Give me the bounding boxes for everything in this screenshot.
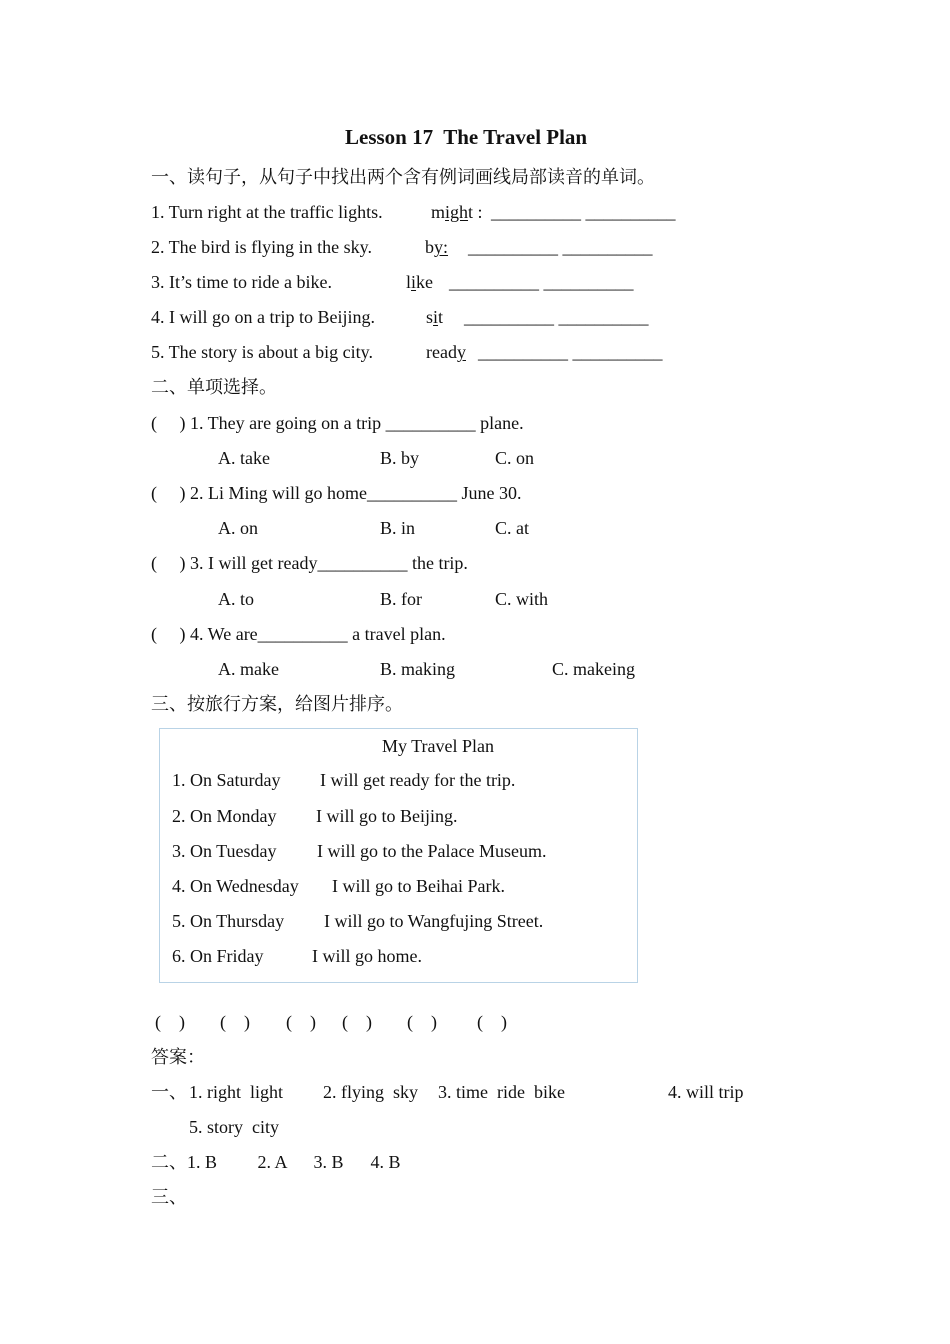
s2-question-1: ( ) 1. They are going on a trip __________ plane. (151, 413, 524, 433)
s2-question-4: ( ) 4. We are__________ a travel plan. (151, 624, 446, 644)
plan-day-1: 1. On Saturday (172, 770, 281, 790)
answers-heading: 答案： (151, 1047, 205, 1067)
s1-example-word-2: by: (425, 237, 449, 257)
answers-s3: 三、 (151, 1187, 187, 1207)
answers-s1-line2: 5. story city (189, 1117, 279, 1137)
answers-s1-part-1: 1. right light (189, 1082, 283, 1102)
s2-q2-option-a[interactable]: A. on (218, 518, 258, 538)
plan-day-2: 2. On Monday (172, 806, 277, 826)
s1-example-word-1: might : (431, 202, 483, 222)
s1-example-word-5: ready (426, 342, 466, 362)
s1-example-word-3: like (406, 272, 434, 292)
plan-day-6: 6. On Friday (172, 946, 264, 966)
order-bracket-5[interactable]: ( ) (407, 1012, 437, 1032)
plan-activity-2: I will go to Beijing. (316, 806, 458, 826)
s2-q3-option-a[interactable]: A. to (218, 589, 254, 609)
order-bracket-2[interactable]: ( ) (220, 1012, 250, 1032)
plan-activity-5: I will go to Wangfujing Street. (324, 911, 544, 931)
s2-question-2: ( ) 2. Li Ming will go home__________ June 30. (151, 483, 522, 503)
plan-activity-4: I will go to Beihai Park. (332, 876, 505, 896)
plan-day-3: 3. On Tuesday (172, 841, 277, 861)
section1-heading: 一、读句子，从句子中找出两个含有例词画线局部读音的单词。 (151, 167, 655, 187)
s1-sentence-2: 2. The bird is flying in the sky. (151, 237, 372, 257)
answers-s1-part-2: 2. flying sky (323, 1082, 419, 1102)
s2-q3-option-c[interactable]: C. with (495, 589, 549, 609)
s2-q1-option-a[interactable]: A. take (218, 448, 270, 468)
plan-day-4: 4. On Wednesday (172, 876, 299, 896)
s2-q1-option-b[interactable]: B. by (380, 448, 420, 468)
plan-activity-3: I will go to the Palace Museum. (317, 841, 547, 861)
answers-s2: 二、1. B 2. A 3. B 4. B (151, 1152, 401, 1172)
s2-q1-option-c[interactable]: C. on (495, 448, 535, 468)
s1-blanks-1[interactable]: __________ __________ (491, 202, 676, 222)
s2-q3-option-b[interactable]: B. for (380, 589, 422, 609)
travel-plan-title: My Travel Plan (382, 736, 495, 756)
s2-question-3: ( ) 3. I will get ready__________ the trip. (151, 553, 468, 573)
s1-blanks-4[interactable]: __________ __________ (464, 307, 649, 327)
order-bracket-1[interactable]: ( ) (155, 1012, 185, 1032)
order-bracket-3[interactable]: ( ) (286, 1012, 316, 1032)
s1-blanks-2[interactable]: __________ __________ (468, 237, 653, 257)
s1-sentence-5: 5. The story is about a big city. (151, 342, 373, 362)
s2-q4-option-c[interactable]: C. makeing (552, 659, 635, 679)
section3-heading: 三、按旅行方案，给图片排序。 (151, 694, 403, 714)
answers-s1-prefix: 一、 (151, 1082, 187, 1102)
s1-example-word-4: sit (426, 307, 444, 327)
order-bracket-4[interactable]: ( ) (342, 1012, 372, 1032)
plan-activity-1: I will get ready for the trip. (320, 770, 516, 790)
s1-sentence-3: 3. It’s time to ride a bike. (151, 272, 332, 292)
plan-day-5: 5. On Thursday (172, 911, 285, 931)
s1-blanks-5[interactable]: __________ __________ (478, 342, 663, 362)
s1-sentence-4: 4. I will go on a trip to Beijing. (151, 307, 375, 327)
s1-sentence-1: 1. Turn right at the traffic lights. (151, 202, 383, 222)
s2-q4-option-b[interactable]: B. making (380, 659, 455, 679)
answers-s1-part-4: 4. will trip (668, 1082, 744, 1102)
order-bracket-6[interactable]: ( ) (477, 1012, 507, 1032)
s2-q4-option-a[interactable]: A. make (218, 659, 279, 679)
s2-q2-option-b[interactable]: B. in (380, 518, 416, 538)
page-title: Lesson 17 The Travel Plan (345, 125, 588, 149)
plan-activity-6: I will go home. (312, 946, 422, 966)
section2-heading: 二、单项选择。 (151, 377, 277, 397)
s2-q2-option-c[interactable]: C. at (495, 518, 529, 538)
s1-blanks-3[interactable]: __________ __________ (449, 272, 634, 292)
answers-s1-part-3: 3. time ride bike (438, 1082, 565, 1102)
